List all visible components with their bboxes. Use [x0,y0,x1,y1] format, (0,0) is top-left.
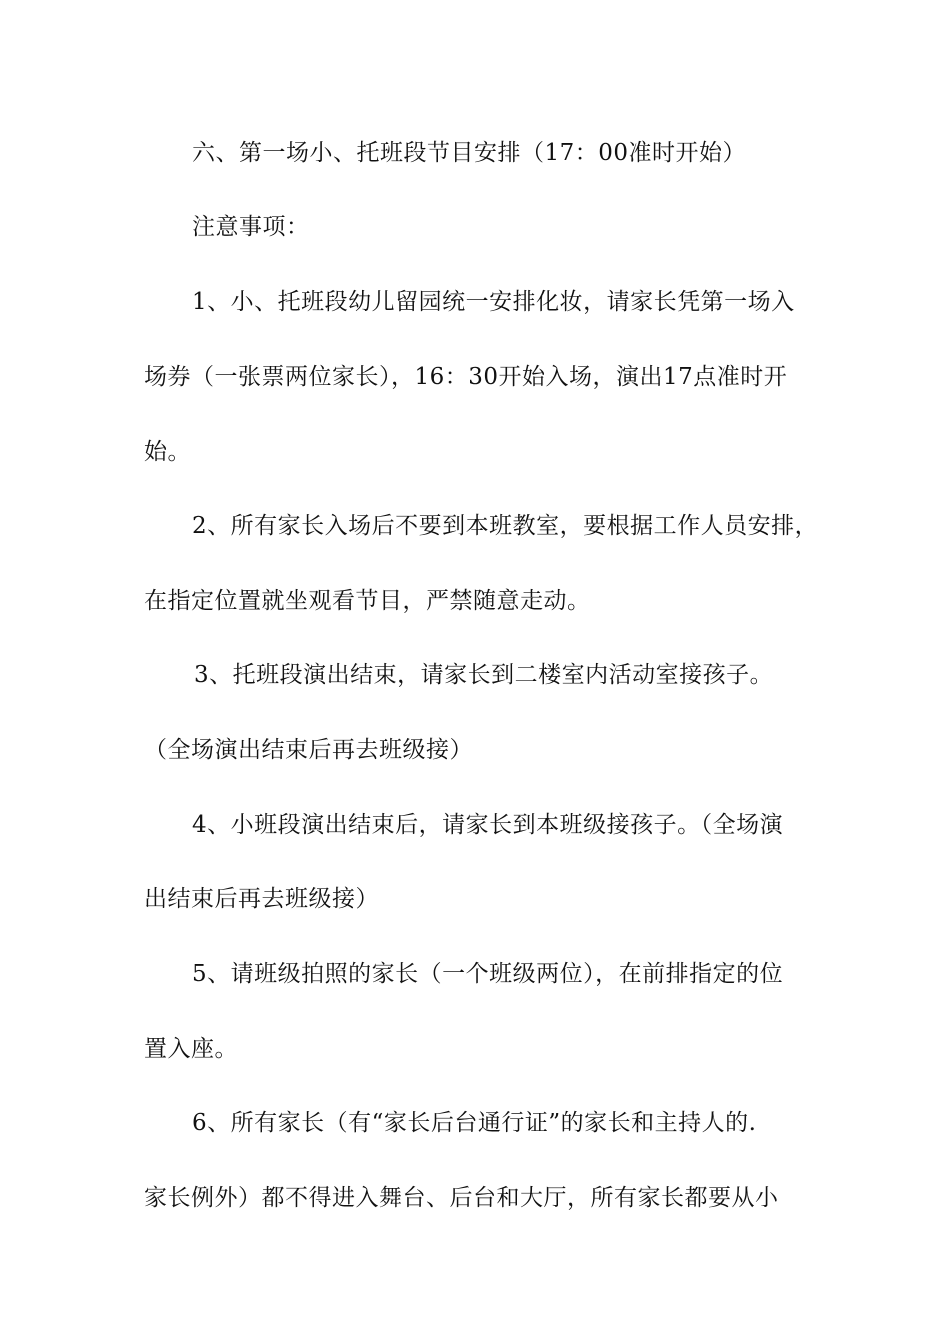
item-1-line-3: 始。 [144,439,191,465]
item-1-line-2: 场券（一张票两位家长），16：30开始入场，演出17点准时开 [144,364,788,390]
item-6-line-1: 6、所有家长（有“家长后台通行证”的家长和主持人的. [192,1110,757,1136]
item-5-line-1: 5、请班级拍照的家长（一个班级两位），在前排指定的位 [192,961,784,987]
item-2-line-2: 在指定位置就坐观看节目，严禁随意走动。 [144,588,591,614]
item-5-line-2: 置入座。 [144,1036,238,1062]
item-3-line-1: 3、托班段演出结束，请家长到二楼室内活动室接孩子。 [194,662,774,688]
item-2-line-1: 2、所有家长入场后不要到本班教室，要根据工作人员安排， [192,513,819,539]
item-1-line-1: 1、小、托班段幼儿留园统一安排化妆，请家长凭第一场入 [192,289,795,315]
item-4-line-2: 出结束后再去班级接） [144,886,379,912]
item-3-line-2: （全场演出结束后再去班级接） [144,737,473,763]
item-4-line-1: 4、小班段演出结束后，请家长到本班级接孩子。（全场演 [192,812,784,838]
item-6-line-2: 家长例外）都不得进入舞台、后台和大厅，所有家长都要从小 [144,1185,779,1211]
notes-title: 注意事项： [192,214,310,240]
section-heading: 六、第一场小、托班段节目安排（17：00准时开始） [192,140,747,166]
